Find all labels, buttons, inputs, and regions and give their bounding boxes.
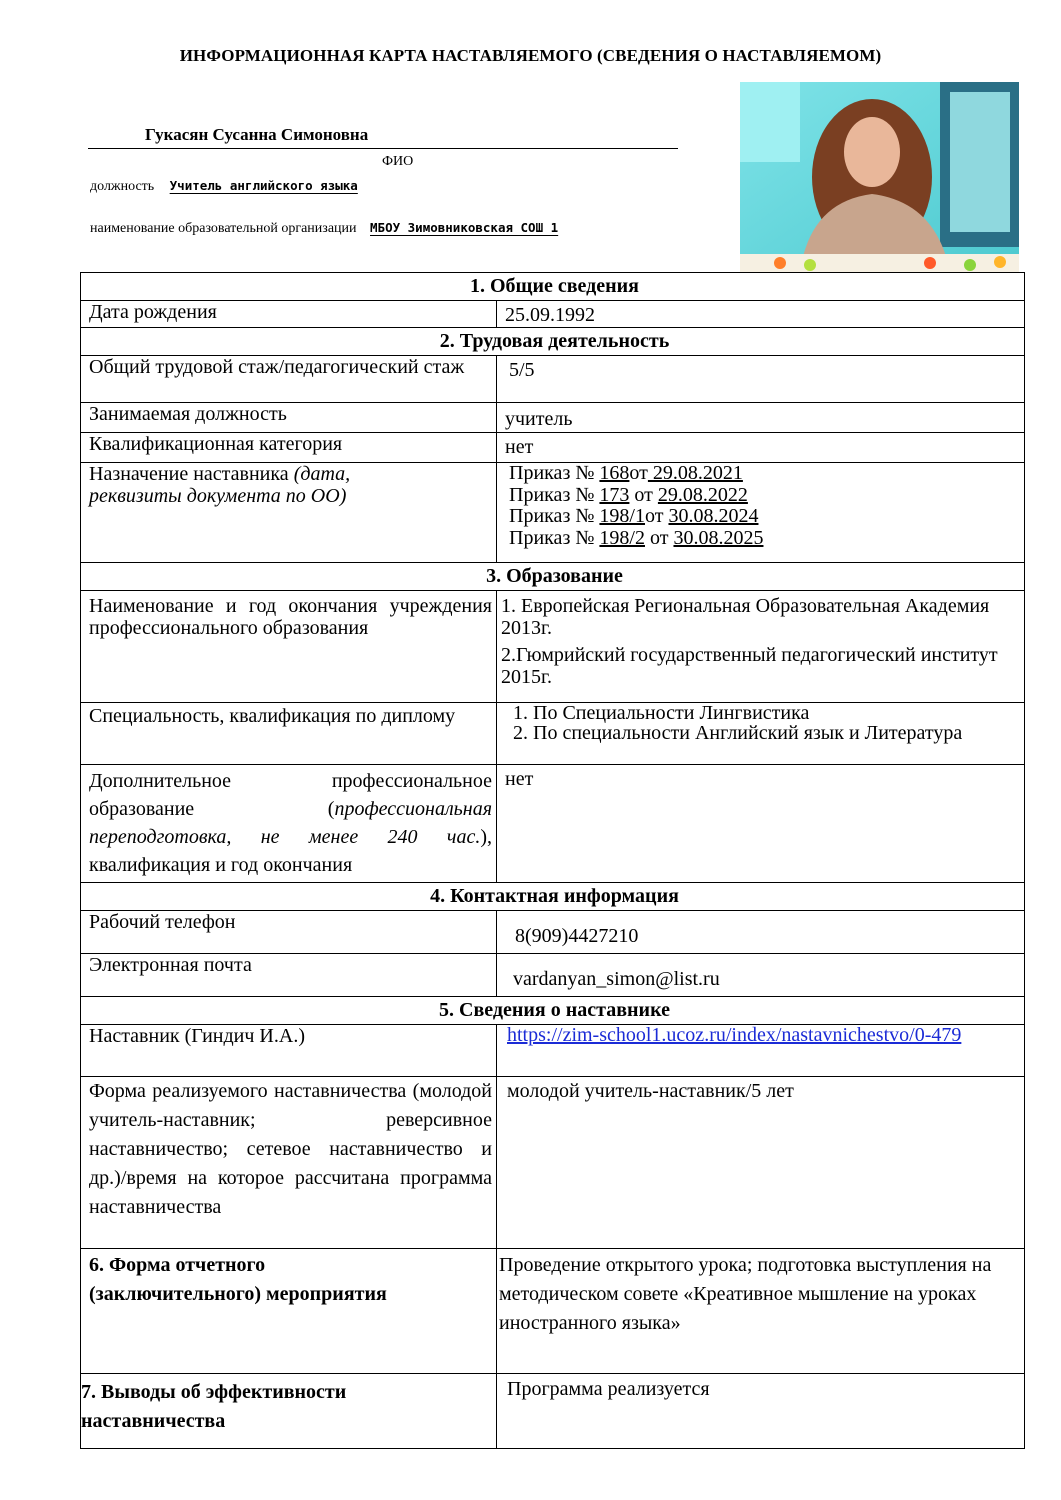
phone-value: 8(909)4427210: [497, 911, 1025, 954]
mentor-cell: [497, 1025, 1025, 1077]
stazh-value: 5/5: [497, 356, 1025, 403]
category-value: нет: [497, 433, 1025, 463]
section-work: 2. Трудовая деятельность: [81, 328, 1025, 356]
portrait-photo-icon: [740, 82, 1019, 272]
info-table: [80, 272, 1025, 1449]
section-contacts: 4. Контактная информация: [81, 883, 1025, 911]
edu-label: Наименование и год окончания учреждения профессионального образования: [81, 591, 497, 703]
stazh-label: Общий трудовой стаж/педагогический стаж: [81, 356, 497, 403]
final-value: Проведение открытого урока; подготовка выступления на методическом совете «Креативное мышление на уроках иностранного языка»: [497, 1249, 1025, 1374]
spec-value-1: 1. По Специальности Лингвистика: [513, 702, 810, 724]
org-line: [90, 220, 558, 237]
order-line: Приказ № 198/2 от 30.08.2025: [509, 526, 764, 549]
final-label: 6. Форма отчетного (заключительного) мероприятия: [81, 1249, 497, 1374]
conclusion-label: 7. Выводы об эффективности наставничества: [81, 1374, 497, 1449]
current-position-value: учитель: [497, 403, 1025, 433]
position-line: [90, 178, 358, 195]
birth-value: 25.09.1992: [497, 301, 1025, 328]
addedu-label: Дополнительное профессиональное образование (профессиональная переподготовка, не менее 240 час.), квалификация и год окончания: [81, 765, 497, 883]
order-line: Приказ № 173 от 29.08.2022: [509, 483, 748, 506]
fio-underline: [88, 148, 678, 149]
category-label: Квалификационная категория: [81, 433, 497, 463]
person-full-name: Гукасян Сусанна Симоновна: [145, 125, 369, 144]
spec-label: Специальность, квалификация по диплому: [81, 703, 497, 765]
email-label: Электронная почта: [81, 954, 497, 997]
orders-cell: [497, 463, 1025, 563]
current-position-label: Занимаемая должность: [81, 403, 497, 433]
birth-label: Дата рождения: [81, 301, 497, 328]
fio-caption: ФИО: [382, 154, 414, 169]
spec-cell: [497, 703, 1025, 765]
addedu-value: нет: [497, 765, 1025, 883]
mentor-label: Наставник (Гиндич И.А.): [81, 1025, 497, 1077]
order-line: Приказ № 168от 29.08.2021: [509, 462, 743, 484]
mentor-assign-cell: [81, 463, 497, 563]
edu-value-1: 1. Европейская Региональная Образовательная Академия 2013г.: [501, 595, 990, 640]
mentor-link[interactable]: https://zim-school1.ucoz.ru/index/nastavnichestvo/0-479: [507, 1024, 962, 1046]
edu-value-2: 2.Гюмрийский государственный педагогический институт 2015г.: [501, 643, 998, 689]
org-label: наименование образовательной организации: [90, 221, 357, 236]
mentor-assign-text: [89, 463, 492, 508]
phone-label: Рабочий телефон: [81, 911, 497, 954]
section-education: 3. Образование: [81, 563, 1025, 591]
section-general: 1. Общие сведения: [81, 273, 1025, 301]
org-value: МБОУ Зимовниковская СОШ 1: [370, 220, 559, 235]
order-line: Приказ № 198/1от 30.08.2024: [509, 505, 759, 528]
position-label: должность: [90, 179, 155, 194]
portrait-photo: [740, 82, 1019, 272]
position-value: Учитель английского языка: [169, 178, 358, 193]
form-label: Форма реализуемого наставничества (молодой учитель-наставник; реверсивное наставничество; сетевое наставничество и др.)/время на которое рассчитана программа наставничества: [81, 1077, 497, 1249]
mentor-assign-hint: (дата, реквизиты документа по ОО): [89, 463, 351, 508]
document-title: ИНФОРМАЦИОННАЯ КАРТА НАСТАВЛЯЕМОГО (СВЕДЕНИЯ О НАСТАВЛЯЕМОМ): [179, 46, 882, 65]
edu-cell: [497, 591, 1025, 703]
section-mentor: 5. Сведения о наставнике: [81, 997, 1025, 1025]
form-value: молодой учитель-наставник/5 лет: [497, 1077, 1025, 1249]
spec-value-2: 2. По специальности Английский язык и Литература: [513, 722, 963, 744]
email-value: vardanyan_simon@list.ru: [497, 954, 1025, 997]
mentor-assign-label: Назначение наставника: [89, 463, 289, 485]
conclusion-value: Программа реализуется: [497, 1374, 1025, 1449]
